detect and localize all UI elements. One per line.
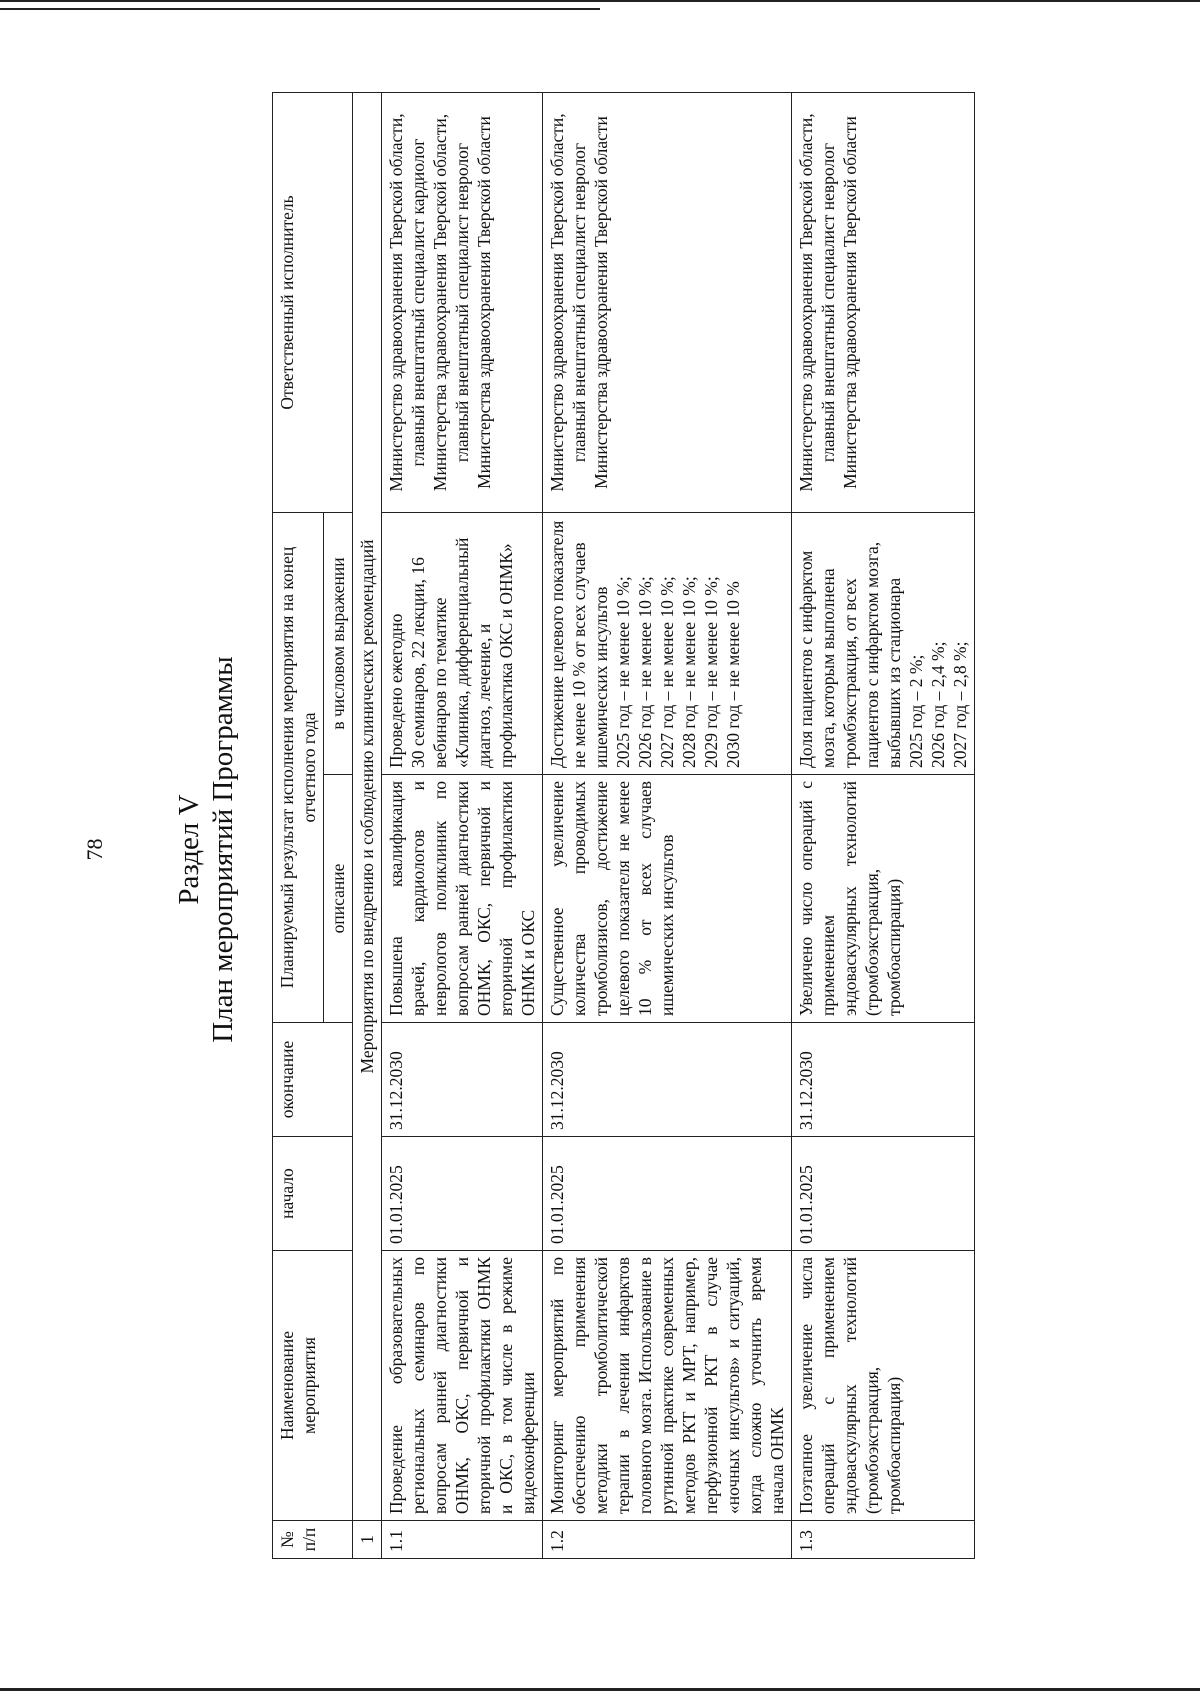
row-responsible: Министерство здравоохранения Тверской области, главный внештатный специалист невролог Министерства здравоохранения Тверской области: [543, 93, 792, 513]
header-name: Наименование мероприятия: [273, 1251, 353, 1521]
row-description: Повышена квалификация врачей, кардиологов и неврологов поликлиник по вопросам ранней диагностики ОНМК, ОКС, первичной и вторичной профилактики ОНМК и ОКС: [382, 775, 543, 1023]
header-end: окончание: [273, 1023, 353, 1137]
table-row: [382, 93, 543, 1559]
header-result-description: описание: [324, 775, 353, 1023]
row-numeric: Достижение целевого показателя не менее 10 % от всех случаев ишемических инсультов 2025 год – не менее 10 %; 2026 год – не менее 10 %; 2027 год – не менее 10 %; 2028 год – не менее 10 %; 2029 год – не менее 10 %; 2030 год – не менее 10 %: [543, 513, 792, 775]
row-end: 31.12.2030: [382, 1023, 543, 1137]
group-row: [353, 93, 382, 1559]
header-num: № п/п: [273, 1521, 353, 1559]
row-end: 31.12.2030: [543, 1023, 792, 1137]
group-title: Мероприятия по внедрению и соблюдению клинических рекомендаций: [353, 93, 382, 1521]
row-end: 31.12.2030: [792, 1023, 975, 1137]
row-num: 1.2: [543, 1521, 792, 1559]
row-numeric: Проведено ежегодно 30 семинаров, 22 лекции, 16 вебинаров по тематике «Клиника, дифференциальный диагноз, лечение, и профилактика ОКС и ОНМК»: [382, 513, 543, 775]
plan-table: [272, 92, 975, 1559]
row-num: 1.3: [792, 1521, 975, 1559]
section-title: Раздел V: [173, 794, 205, 905]
row-name: Мониторинг мероприятий по обеспечению применения методики тромболитической терапии в лечении инфарктов головного мозга. Использование в рутинной практике современных методов РКТ и МРТ, например, перфузионной РКТ в случае «ночных инсультов» и ситуаций, когда сложно уточнить время начала ОНМК: [543, 1251, 792, 1521]
table-row: [543, 93, 792, 1559]
row-start: 01.01.2025: [792, 1137, 975, 1251]
table-row: [792, 93, 975, 1559]
header-row: [273, 93, 324, 1559]
row-responsible: Министерство здравоохранения Тверской области, главный внештатный специалист кардиолог Министерства здравоохранения Тверской области, главный внештатный специалист невролог Министерства здравоохранения Тверской области: [382, 93, 543, 513]
header-start: начало: [273, 1137, 353, 1251]
row-num: 1.1: [382, 1521, 543, 1559]
row-responsible: Министерство здравоохранения Тверской области, главный внештатный специалист невролог Министерства здравоохранения Тверской области: [792, 93, 975, 513]
page-number: 78: [82, 838, 107, 861]
group-num: 1: [353, 1521, 382, 1559]
header-result: Планируемый результат исполнения мероприятия на конец отчетного года: [273, 513, 324, 1023]
row-start: 01.01.2025: [543, 1137, 792, 1251]
row-numeric: Доля пациентов с инфарктом мозга, которым выполнена тромбэкстракция, от всех пациентов с инфарктом мозга, выбывших из стационара 2025 год – 2 %; 2026 год – 2,4 %; 2027 год – 2,8 %;: [792, 513, 975, 775]
row-description: Существенное увеличение количества проводимых тромболизисов, достижение целевого показателя не менее 10 % от всех случаев ишемических инсультов: [543, 775, 792, 1023]
header-responsible: Ответственный исполнитель: [273, 93, 353, 513]
row-start: 01.01.2025: [382, 1137, 543, 1251]
row-name: Проведение образовательных региональных семинаров по вопросам ранней диагностики ОНМК, ОКС, первичной и вторичной профилактики ОНМК и ОКС, в том числе в режиме видеоконференции: [382, 1251, 543, 1521]
row-description: Увеличено число операций с применением эндоваскулярных технологий (тромбоэкстракция, тромбоаспирация): [792, 775, 975, 1023]
header-result-numeric: в числовом выражении: [324, 513, 353, 775]
plan-title: План мероприятий Программы: [207, 656, 239, 1043]
row-name: Поэтапное увеличение числа операций с применением эндоваскулярных технологий (тромбоэкстракция, тромбоаспирация): [792, 1251, 975, 1521]
